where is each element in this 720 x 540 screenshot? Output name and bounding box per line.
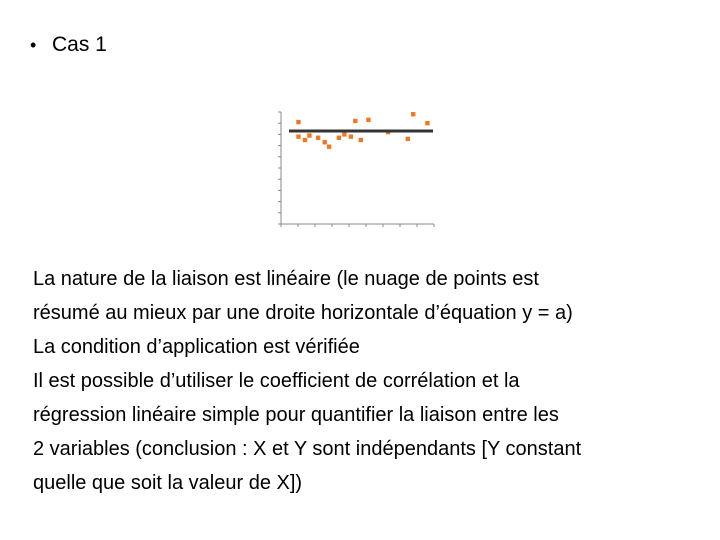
data-point — [359, 138, 363, 142]
body-line: Il est possible d’utiliser le coefficient de corrélation et la — [33, 370, 520, 392]
scatter-chart — [270, 106, 440, 232]
data-point — [425, 121, 429, 125]
body-line: quelle que soit la valeur de X]) — [33, 472, 303, 494]
data-point — [349, 134, 353, 138]
data-point — [406, 137, 410, 141]
body-line: régression linéaire simple pour quantifier la liaison entre les — [33, 404, 559, 426]
bullet-item — [30, 33, 107, 57]
data-point — [411, 112, 415, 116]
data-point — [296, 134, 300, 138]
data-point — [337, 136, 341, 140]
data-point — [323, 140, 327, 144]
data-point — [353, 119, 357, 123]
bullet-marker: • — [30, 34, 37, 55]
data-point — [307, 133, 311, 137]
bullet-title: Cas 1 — [52, 33, 107, 56]
data-point — [296, 120, 300, 124]
body-line: résumé au mieux par une droite horizontale d’équation y = a) — [33, 302, 573, 324]
data-point — [327, 145, 331, 149]
data-point — [366, 118, 370, 122]
body-line: 2 variables (conclusion : X et Y sont indépendants [Y constant — [33, 438, 582, 460]
data-point — [303, 138, 307, 142]
data-point — [316, 136, 320, 140]
data-point — [342, 132, 346, 136]
body-line: La nature de la liaison est linéaire (le nuage de points est — [33, 268, 539, 290]
body-line: La condition d’application est vérifiée — [33, 336, 360, 358]
body-text — [33, 262, 703, 500]
